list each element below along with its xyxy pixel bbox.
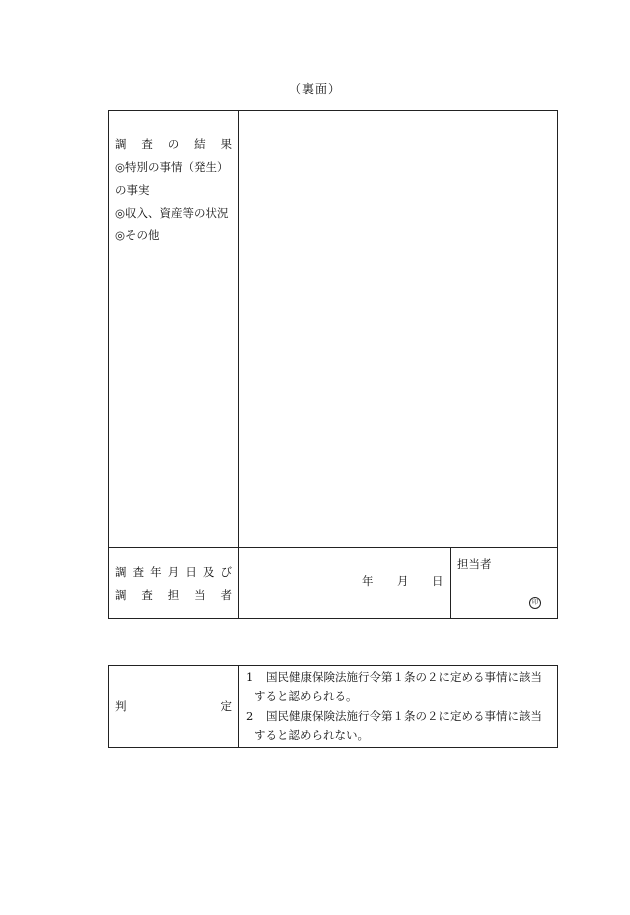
survey-result-content-area[interactable] [240,112,556,546]
date-label-char: 調 [115,565,127,579]
judgment-option-1-text-line1: 国民健康保険法施行令第１条の２に定める事情に該当 [266,670,542,684]
judgment-option-1-text-line2: すると認められる。 [254,689,358,703]
survey-item-income-assets: ◎収入、資産等の状況 [115,206,229,220]
judgment-option-2[interactable] [240,707,556,745]
date-label-char: 査 [132,565,145,579]
heading-char: の [167,137,180,151]
judgment-label-char: 判 [115,699,127,713]
person-cell-divider [450,547,451,619]
date-label-char: 月 [167,565,180,579]
survey-row-divider [108,547,558,548]
survey-result-heading [115,133,232,156]
judgment-label-column-divider [238,665,239,748]
heading-char: 結 [194,137,206,151]
heading-char: 果 [220,137,232,151]
seal-mark-icon: 印 [529,597,541,609]
survey-date-field[interactable] [240,549,449,618]
survey-item-fact: の事実 [115,183,150,197]
day-label: 日 [432,574,444,588]
month-label: 月 [397,574,409,588]
date-label-char: び [220,565,232,579]
heading-char: 査 [141,137,153,151]
date-label-char: 及 [202,565,215,579]
date-label-char: 日 [185,565,197,579]
judgment-option-2-text-line2: すると認められない。 [254,728,369,742]
year-label: 年 [362,574,374,588]
judgment-option-1[interactable] [240,668,556,706]
person-label-char: 担 [167,588,180,602]
judgment-label-char: 定 [220,699,232,713]
person-label-char: 調 [115,588,127,602]
survey-date-label [115,561,232,584]
survey-label-column-divider [238,110,239,619]
survey-item-other: ◎その他 [115,228,160,242]
person-label-char: 当 [194,588,206,602]
judgment-option-2-text-line1: 国民健康保険法施行令第１条の２に定める事情に該当 [266,709,542,723]
judgment-option-2-number: 2 [246,709,254,723]
person-label-char: 査 [141,588,153,602]
page-title: （裏面） [288,82,341,96]
judgment-option-1-number: 1 [246,670,254,684]
date-label-char: 年 [150,565,162,579]
judgment-label [115,695,232,718]
person-in-charge-field[interactable] [452,575,556,618]
survey-item-special-circumstances: ◎特別の事情（発生） [115,160,229,174]
survey-person-label [115,584,232,607]
person-label-char: 者 [220,588,232,602]
heading-char: 調 [115,137,127,151]
person-in-charge-label: 担当者 [457,557,492,571]
